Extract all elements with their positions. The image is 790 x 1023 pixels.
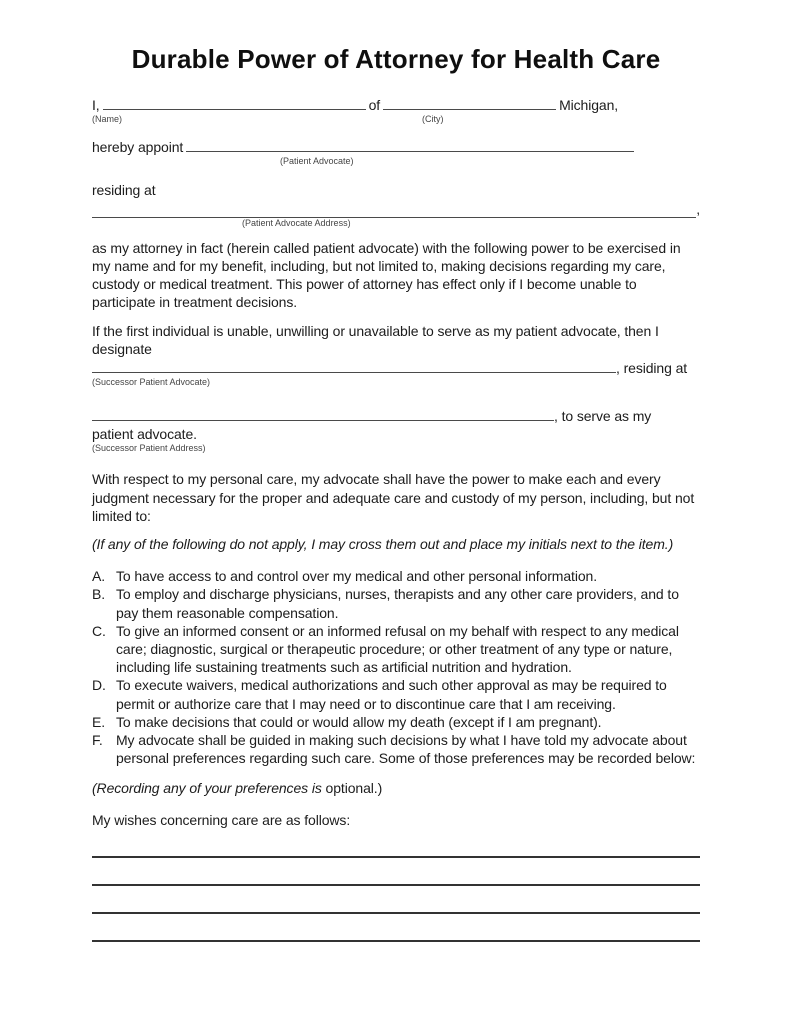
residing-lead: residing at [92, 182, 156, 199]
list-item-letter: E. [92, 713, 106, 730]
wishes-line-3[interactable] [92, 912, 700, 914]
list-item-text: To have access to and control over my medical and other personal information. [116, 568, 598, 585]
name-label: (Name) [92, 114, 123, 125]
wishes-line-2[interactable] [92, 884, 700, 886]
identity-row [92, 95, 700, 114]
list-item-letter: C. [92, 622, 106, 639]
appoint-sublabels [92, 156, 700, 169]
list-item-f [92, 731, 700, 767]
list-item-d [92, 676, 700, 712]
successor-address-row [92, 406, 700, 425]
list-item-letter: B. [92, 586, 106, 603]
powers-list [92, 567, 700, 767]
identity-prefix: I, [92, 97, 100, 113]
patient-advocate-label: (Patient Advocate) [280, 156, 354, 167]
patient-advocate-address-label: (Patient Advocate Address) [242, 217, 351, 228]
residence-comma: , [696, 200, 700, 217]
successor-residing-at: , residing at [616, 359, 688, 376]
list-item-text: To execute waivers, medical authorizations and such other approval as may be required to permit or authorize care that I may need or to discontinue care that I am receiving. [116, 677, 667, 712]
crossout-note [92, 535, 700, 553]
list-item-letter: A. [92, 568, 106, 585]
residence-row [92, 200, 700, 218]
successor-intro: If the first individual is unable, unwilling or unavailable to serve as my patient advocate, then I designate [92, 322, 659, 357]
list-item-letter: D. [92, 677, 106, 694]
successor-advocate-row [92, 358, 700, 377]
identity-of: of [368, 97, 381, 113]
page-title: Durable Power of Attorney for Health Care [131, 44, 661, 74]
successor-address-blank[interactable] [92, 406, 554, 421]
city-blank[interactable] [383, 95, 556, 110]
appoint-row [92, 137, 700, 156]
appoint-lead: hereby appoint [92, 139, 184, 156]
city-label: (City) [422, 114, 444, 125]
patient-advocate-address-blank[interactable] [92, 201, 696, 218]
list-item-c [92, 622, 700, 677]
list-item-text: To make decisions that could or would allow my death (except if I am pregnant). [116, 713, 602, 730]
successor-advocate-sublabels [92, 377, 700, 390]
successor-serve-as: , to serve as my [554, 408, 652, 425]
successor-address-sublabels [92, 443, 700, 456]
recording-note-italic: (Recording any of your preferences is [92, 780, 322, 797]
list-item-text: To give an informed consent or an informed refusal on my behalf with respect to any medical care; diagnostic, surgical or therapeutic procedure; or other treatment of any type or nature, including life sustaining treatments such as artificial nutrition and hydration. [116, 622, 679, 676]
recording-note-regular: optional.) [321, 780, 383, 797]
list-item-b [92, 585, 700, 621]
care-paragraph: With respect to my personal care, my advocate shall have the power to make each and every judgment necessary for the proper and adequate care and custody of my person, including, but not limited to: [92, 471, 695, 524]
residence-sublabels [92, 218, 700, 231]
powers-paragraph: as my attorney in fact (herein called patient advocate) with the following power to be exercised in my name and for my benefit, including, but not limited to, making decisions regarding my care, custody or medical treatment. This power of attorney has effect only if I become unable to participate in treatment decisions. [92, 239, 681, 311]
wishes-line-4[interactable] [92, 940, 700, 942]
wishes-lead: My wishes concerning care are as follows: [92, 812, 351, 829]
list-item-a [92, 567, 700, 585]
crossout-note-text: (If any of the following do not apply, I may cross them out and place my initials next to the item.) [92, 536, 674, 552]
name-blank[interactable] [103, 95, 366, 110]
identity-state: Michigan, [559, 97, 619, 113]
wishes-line-1[interactable] [92, 856, 700, 858]
list-item-e [92, 713, 700, 731]
successor-address-label: (Successor Patient Address) [92, 443, 206, 454]
recording-note [92, 779, 700, 797]
successor-advocate-label: (Successor Patient Advocate) [92, 377, 211, 388]
list-item-text: To employ and discharge physicians, nurses, therapists and any other care providers, and to pay them reasonable compensation. [116, 586, 679, 621]
successor-advocate-blank[interactable] [92, 358, 616, 373]
list-item-letter: F. [92, 731, 103, 748]
patient-advocate-blank[interactable] [186, 137, 634, 152]
identity-sublabels [92, 114, 700, 127]
successor-serve-tail: patient advocate. [92, 426, 197, 443]
list-item-text: My advocate shall be guided in making such decisions by what I have told my advocate about personal preferences regarding such care. Some of those preferences may be recorded below: [116, 731, 696, 767]
